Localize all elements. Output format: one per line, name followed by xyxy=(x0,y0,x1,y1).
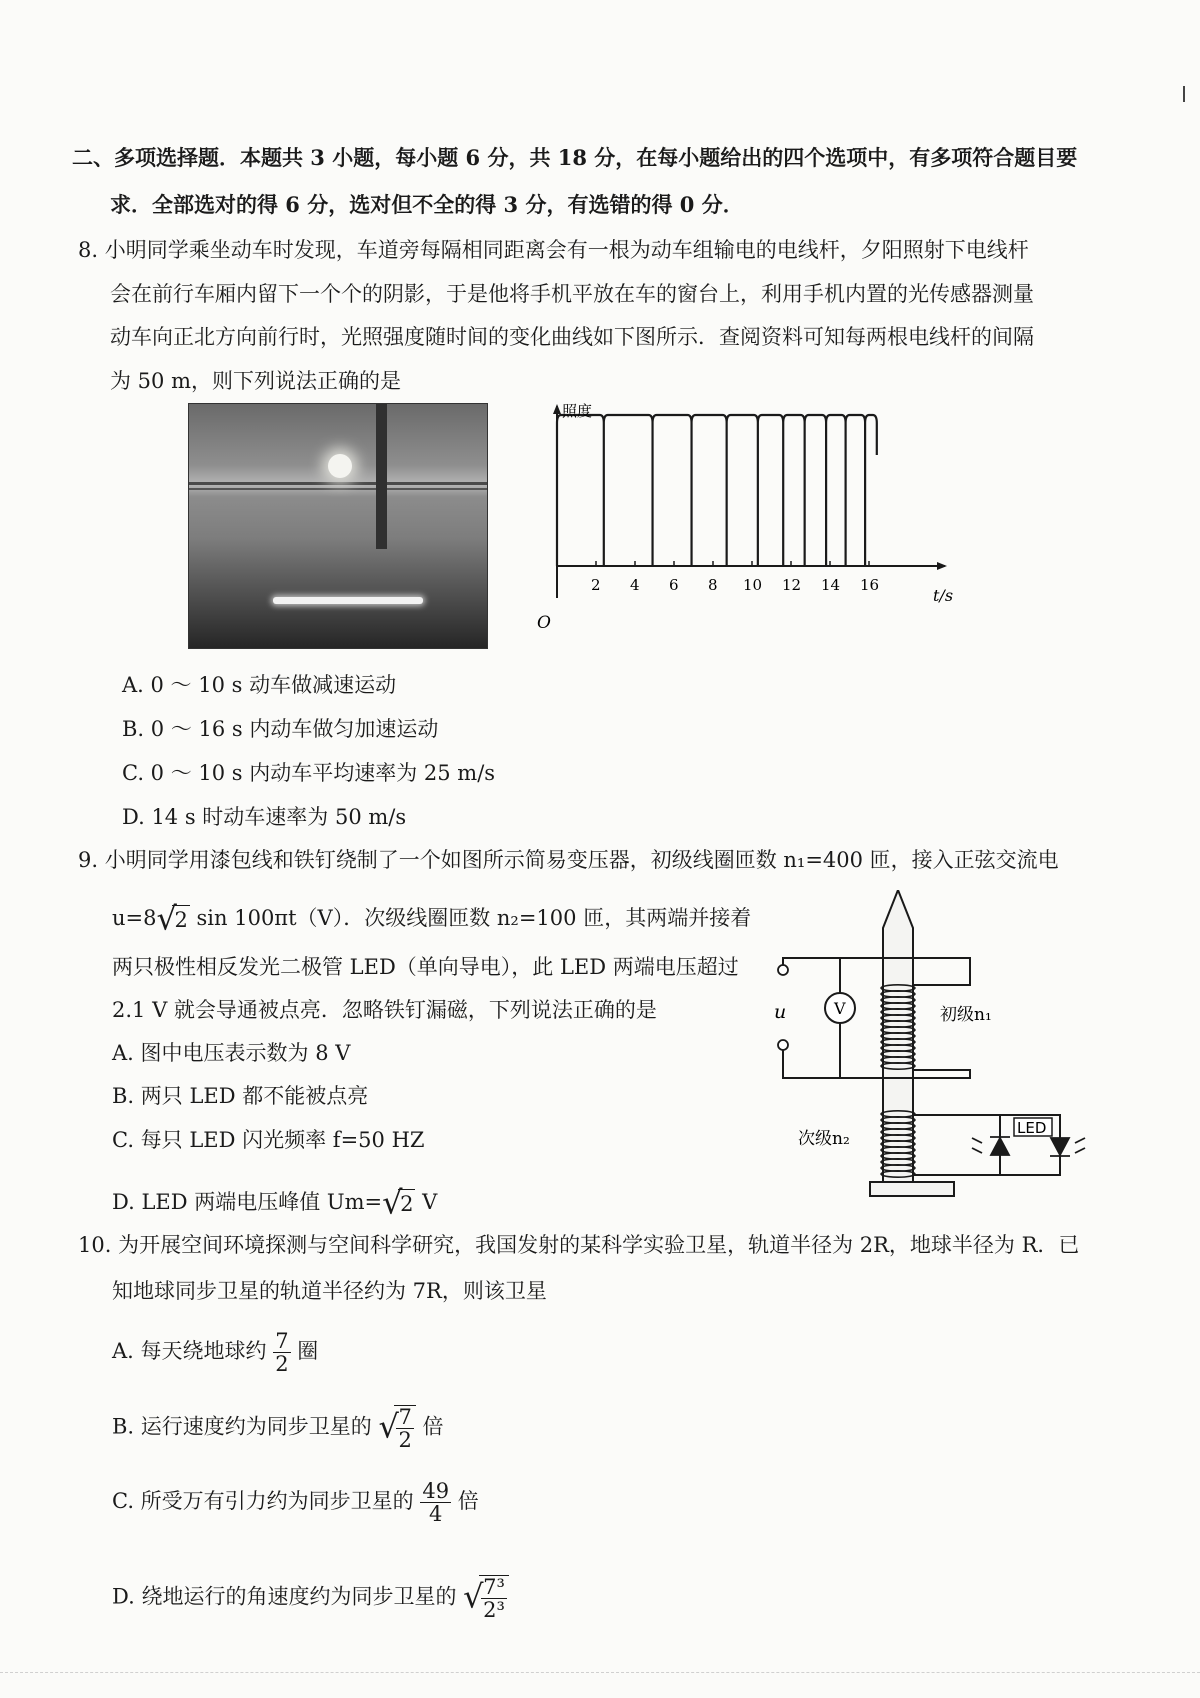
led-2-icon xyxy=(1050,1138,1085,1156)
q10-option-a-denominator: 2 xyxy=(275,1352,289,1376)
q10-option-a-text: A. 每天绕地球约 xyxy=(112,1339,267,1363)
q9-option-c: C. 每只 LED 闪光频率 f=50 HZ xyxy=(112,1128,425,1152)
q10-option-d-sqrt xyxy=(463,1575,509,1621)
chart-x-tick-label: 2 xyxy=(591,576,601,594)
q10-option-c-fraction xyxy=(420,1480,451,1525)
chart-origin-label: O xyxy=(537,613,551,633)
q9-voltage-prefix: u=8 xyxy=(112,906,157,930)
chart-x-axis-label: t/s xyxy=(933,586,954,605)
q10-option-b-numerator: √ 7 xyxy=(398,1405,412,1429)
q10-option-b-denominator: 2 xyxy=(398,1428,412,1452)
section-heading-line2: 求．全部选对的得 6 分，选对但不全的得 3 分，有选错的得 0 分． xyxy=(110,192,744,217)
chart-x-axis-arrow xyxy=(937,562,947,570)
q10-option-d-denominator: 2³ xyxy=(483,1598,505,1622)
q9-option-d xyxy=(112,1188,437,1218)
input-terminal-top xyxy=(778,965,788,975)
q9-stem-line3: 两只极性相反发光二极管 LED（单向导电），此 LED 两端电压超过 xyxy=(112,955,739,979)
page-bottom-edge xyxy=(0,1672,1200,1673)
illuminance-curve xyxy=(557,415,877,566)
section-heading-line1: 二、多项选择题．本题共 3 小题，每小题 6 分，共 18 分，在每小题给出的四个选项中，有多项符合题目要 xyxy=(72,145,1078,170)
q8-stem-line2: 会在前行车厢内留下一个个的阴影，于是他将手机平放在车的窗台上，利用手机内置的光传感器测量 xyxy=(110,282,1034,306)
voltmeter-label: V xyxy=(834,999,846,1018)
chart-x-tick-label: 8 xyxy=(708,576,718,594)
q10-option-d xyxy=(112,1575,509,1621)
q10-option-b-end: 倍 xyxy=(422,1414,444,1439)
photo-light-glare xyxy=(273,597,423,604)
chart-x-tick-label: 14 xyxy=(821,576,841,594)
source-voltage-label: u xyxy=(774,1001,787,1023)
photo-railing-lower xyxy=(189,488,487,490)
q10-option-d-numerator: √ 7³ xyxy=(483,1575,505,1599)
chart-y-axis-label: 照度 xyxy=(562,402,593,420)
q9-stem-line2 xyxy=(112,904,751,934)
primary-coil xyxy=(881,985,915,1069)
q10-stem-line1: 10. 为开展空间环境探测与空间科学研究，我国发射的某科学实验卫星，轨道半径为 2R，地球半径为 R．已 xyxy=(78,1233,1080,1257)
q10-option-a-fraction xyxy=(273,1330,290,1375)
q9-voltage-sqrt xyxy=(156,905,189,934)
secondary-wire-bottom xyxy=(913,1155,1060,1175)
led-1-icon xyxy=(972,1137,1010,1155)
q10-option-d-text: D. 绕地运行的角速度约为同步卫星的 xyxy=(112,1584,457,1609)
q10-option-a xyxy=(112,1330,318,1375)
q9-option-a: A. 图中电压表示数为 8 V xyxy=(112,1041,351,1065)
primary-wire-top xyxy=(783,958,970,985)
q9-voltage-suffix: sin 100πt（V）．次级线圈匝数 n₂=100 匝，其两端并接着 xyxy=(189,906,752,930)
photo-railing xyxy=(189,482,487,485)
q9-stem-line1: 9. 小明同学用漆包线和铁钉绕制了一个如图所示简易变压器，初级线圈匝数 n₁=400 匝，接入正弦交流电 xyxy=(78,848,1059,872)
q10-option-c-end: 倍 xyxy=(457,1489,479,1513)
q8-option-b: B. 0 ～ 16 s 内动车做匀加速运动 xyxy=(122,717,439,741)
q8-stem-line4: 为 50 m，则下列说法正确的是 xyxy=(110,369,401,393)
q10-stem-line2: 知地球同步卫星的轨道半径约为 7R，则该卫星 xyxy=(112,1279,547,1303)
primary-wire-bottom xyxy=(783,1050,970,1078)
q9-option-d-sqrt-value: 2 xyxy=(398,1189,415,1218)
q9-option-d-suffix: V xyxy=(415,1190,438,1214)
q10-option-c-denominator: 4 xyxy=(429,1502,443,1526)
illuminance-chart xyxy=(535,398,955,663)
q9-option-d-prefix: D. LED 两端电压峰值 Um= xyxy=(112,1190,383,1214)
chart-y-axis-arrow xyxy=(553,404,561,414)
chart-x-tick-label: 12 xyxy=(782,576,802,594)
iron-nail xyxy=(883,890,913,1182)
secondary-coil-label: 次级n₂ xyxy=(798,1129,850,1149)
led-label: LED xyxy=(1017,1119,1047,1137)
train-window-photo xyxy=(188,403,488,649)
q10-option-a-numerator: 7 xyxy=(275,1329,289,1353)
q10-option-c-numerator: 49 xyxy=(422,1479,450,1503)
q8-option-a: A. 0 ～ 10 s 动车做减速运动 xyxy=(122,673,397,697)
q8-option-c: C. 0 ～ 10 s 内动车平均速率为 25 m/s xyxy=(122,761,496,785)
chart-axes xyxy=(553,404,947,598)
q10-option-b-sqrt xyxy=(378,1405,415,1451)
nail-head-base xyxy=(870,1182,954,1196)
page-edge-mark xyxy=(1183,86,1185,102)
chart-x-tick-label: 6 xyxy=(669,576,679,594)
primary-coil-label: 初级n₁ xyxy=(940,1005,992,1025)
photo-sun xyxy=(328,454,352,478)
input-terminal-bottom xyxy=(778,1040,788,1050)
q8-stem-line1: 8. 小明同学乘坐动车时发现，车道旁每隔相同距离会有一根为动车组输电的电线杆，夕阳照射下电线杆 xyxy=(78,238,1029,262)
q8-stem-line3: 动车向正北方向前行时，光照强度随时间的变化曲线如下图所示．查阅资料可知每两根电线杆的间隔 xyxy=(110,325,1034,349)
q10-option-b xyxy=(112,1405,444,1451)
chart-x-tick-label: 16 xyxy=(860,576,880,594)
photo-utility-pole xyxy=(376,404,387,549)
chart-x-tick-label: 4 xyxy=(630,576,640,594)
transformer-diagram xyxy=(770,890,1100,1210)
q9-stem-line4: 2.1 V 就会导通被点亮．忽略铁钉漏磁，下列说法正确的是 xyxy=(112,998,657,1022)
q9-voltage-sqrt-value: 2 xyxy=(172,905,189,934)
q8-option-d: D. 14 s 时动车速率为 50 m/s xyxy=(122,805,407,829)
q10-option-c-text: C. 所受万有引力约为同步卫星的 xyxy=(112,1489,414,1513)
q10-option-a-end: 圈 xyxy=(297,1339,319,1363)
chart-x-tick-label: 10 xyxy=(743,576,763,594)
q10-option-b-text: B. 运行速度约为同步卫星的 xyxy=(112,1414,372,1439)
q9-option-b: B. 两只 LED 都不能被点亮 xyxy=(112,1084,369,1108)
q9-option-d-sqrt xyxy=(382,1189,415,1218)
q10-option-c xyxy=(112,1480,479,1525)
